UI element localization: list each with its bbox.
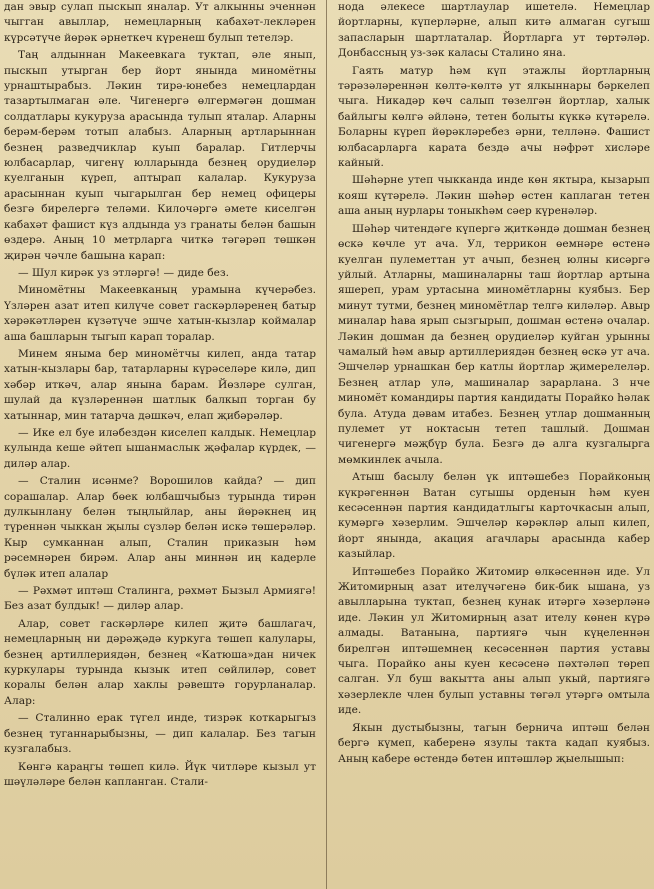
left-paragraph-8: Алар, совет гаскәрләре килеп җитә башлагач, немецларның ни дәрәҗәдә куркуга төшеп калулары, безнең артиллериядән, безнең «Катюша»дан ничек куркулары турында кызык итеп сөйлиләр, совет коралы белән алар хаклы рәвештә горурланалар. Алар: — [4, 617, 316, 707]
left-paragraph-2: — Шул кирәк уз этләргә! — диде без. — [18, 266, 229, 279]
left-paragraph-10: Көнгә караңгы төшеп килә. Йүк читләре кызыл ут шәүләләре белән капланган. Стали- — [4, 760, 316, 788]
right-paragraph-2: Шәһәрне утеп чыкканда инде көн яктыра, кызарып кояш күтәрелә. Ләкин шәһәр өстен каплаган тетен аша аның нурлары тоныкһәм сәер күренәләр. — [338, 174, 650, 218]
left-paragraph-5: — Ике ел буе иләбездән киселеп калдык. Немецлар кулында кеше әйтеп ышанмаслык җәфалар күрдек, — диләр алар. — [4, 426, 316, 470]
right-paragraph-1: Гаять матур һәм күп этажлы йортларның тәрәзәләреннән көлтә-көлтә ут ялкыннары бәркелеп чыга. Никадәр көч салып төзелгән йортлар, халык байлыгы көлгә әйләнә, тетен болыты күккә күтәрелә. Боларны күреп йөрәкләребез әрни, телләнә. Фашист юлбасарларга карата бездә ачы нәфрәт хисләре кайный. — [338, 64, 650, 170]
left-paragraph-4: Минем яныма бер миномётчы килеп, анда татар хатын-кызлары бар, татарларны күрәселәре килә, дип хәбәр иткәч, алар янына барам. Йөзләре сулган, шулай да күзләреннән шатлык балкып торган бу хатыннар, мин татарча дәшкәч, елап җибәрәләр. — [4, 347, 316, 422]
left-paragraph-1: Таң алдыннан Макеевкага туктап, әле янып, пыскып утырган бер йорт янында миномётны урнаштырабыз. Ләкин тирә-юнебез немецлардан тазартылмаган әле. Чигенергә өлгермәгән дошман солдатлары кукуруза арасында тулып яталар. Аларны берәм-берәм тотып алабыз. Аларның артларыннан безнең разведчиклар куып баралар. Гитлерчы юлбасарлар, чигенү юлларында безнең орудиеләр куелганын күреп, аптырап калалар. Кукуруза арасыннан куып чыгарылган бер немец офицеры безгә бирелергә теләми. Килочәргә әмете киселгән кабахәт фашист күз алдында уз гранаты белән башын өздерә. Аның 10 метрларга читкә тәгәрәп төшкән җирән чәчле башына карап: — [4, 49, 316, 262]
right-paragraph-6: Якын дустыбызны, тагын бернича иптәш белән бергә күмеп, каберенә язулы такта кадап куябыз. Аның кабере өстендә бөтен иптәшләр җыелышып: — [338, 721, 650, 765]
right-paragraph-0: нода әлекесе шартлаулар ишетелә. Немецлар йортларны, күперләрне, алып китә алмаган сугыш запасларын шартлаталар. Йортларга ут төртәләр. Донбассның уз-зәк каласы Сталино яна. — [338, 1, 650, 60]
left-column — [4, 0, 322, 889]
right-paragraph-5: Иптәшебез Порайко Житомир өлкәсеннән иде. Ул Житомирның азат ителүчәгенә бик-бик ышана, уз авылларына туктап, безнең кунак итәргә хәзерләнә иде. Ләкин ул Житомирның азат ителу көнен күрә алмады. Ватанына, партиягә чын күңеленнән бирелгән иптәшемнең кесәсеннән партия уставы чыга. Порайко аны куен кесәсенә пәхтәләп төреп салган. Ул буш вакытта аны алып укый, партиягә хәзерлекле член булып уставны төгәл утәргә омтыла иде. — [338, 565, 650, 717]
right-paragraph-3: Шәһәр читендәге күпергә җиткәндә дошман безнең өскә көчле ут ача. Ул, террикон өемнәре өстенә куелган пулеметтан ут ачып, безнең юлны кисәргә уйлый. Атларны, машиналарны таш йортлар артына яшереп, урам уртасына миномётларны куябыз. Бер минут тутми, безнең миномётлар телгә киләләр. Авыр миналар һава ярып сызгырып, дошман өстенә очалар. Ләкин дошман да безнең орудиеләр куйган урынны чамалый һәм авыр артиллериядән безнең өскә ут ача. Эшчеләр урнашкан бер катлы йортлар җимерелеләр. Безнең атлар улә, машиналар зарарлана. 3 нче миномёт командиры партия кандидаты Порайко һәлак була. Атуда дәвам итабез. Безнең утлар дошманның пулемет ут ноктасын тетеп ташлый. Дошман чигенергә мәҗбүр була. Безгә дә алга кузгалырга мөмкинлек ачыла. — [338, 222, 650, 466]
left-paragraph-7: — Рәхмәт иптәш Сталинга, рәхмәт Бызыл Армиягә! Без азат булдык! — диләр алар. — [4, 585, 316, 613]
left-paragraph-6: — Сталин исәнме? Ворошилов кайда? — дип сорашалар. Алар бөек юлбашчыбыз турында тирән дулкынлану белән тыңлыйлар, аны йөрәкнең иң түреннән чыккан җылы сүзләр белән искә төшерәләр. Кыр сумканнан алып, Сталин приказын һәм рәсемнәрен бирәм. Алар аны миннән иң кадерле бүләк итеп алалар — [4, 475, 316, 580]
right-paragraph-4: Атыш басылу белән үк иптәшебез Порайконың күкрәгеннән Ватан сугышы орденын һәм куен кесәсеннән партия кандидатлыгы карточкасын алып, кумәргә хәзерлим. Эшчеләр кәрәкләр алып килеп, йорт янында, акация агачлары арасында кабер казыйлар. — [338, 471, 650, 561]
left-paragraph-9: — Сталинно ерак түгел инде, тизрәк коткарыгыз безнең туганнарыбызны, — дип калалар. Без тагын кузгалабыз. — [4, 712, 316, 756]
left-paragraph-0: дан эвыр сулап пыскып яналар. Ут алкынны эченнән чыгган авыллар, немецларның кабахәт-лекләрен күрсәтүче йөрәк әрнеткеч күренеш булып тетелэр. — [4, 1, 316, 44]
left-paragraph-3: Миномётны Макеевканың урамына күчерәбез. Үзләрен азат итеп килүче совет гаскәрләренең батыр хәрәкәтләрен күзәтүче эшче хатын-кызлар коймалар аша башларын тыгып карап торалар. — [4, 284, 316, 343]
column-divider — [326, 0, 327, 889]
right-column — [334, 0, 650, 889]
